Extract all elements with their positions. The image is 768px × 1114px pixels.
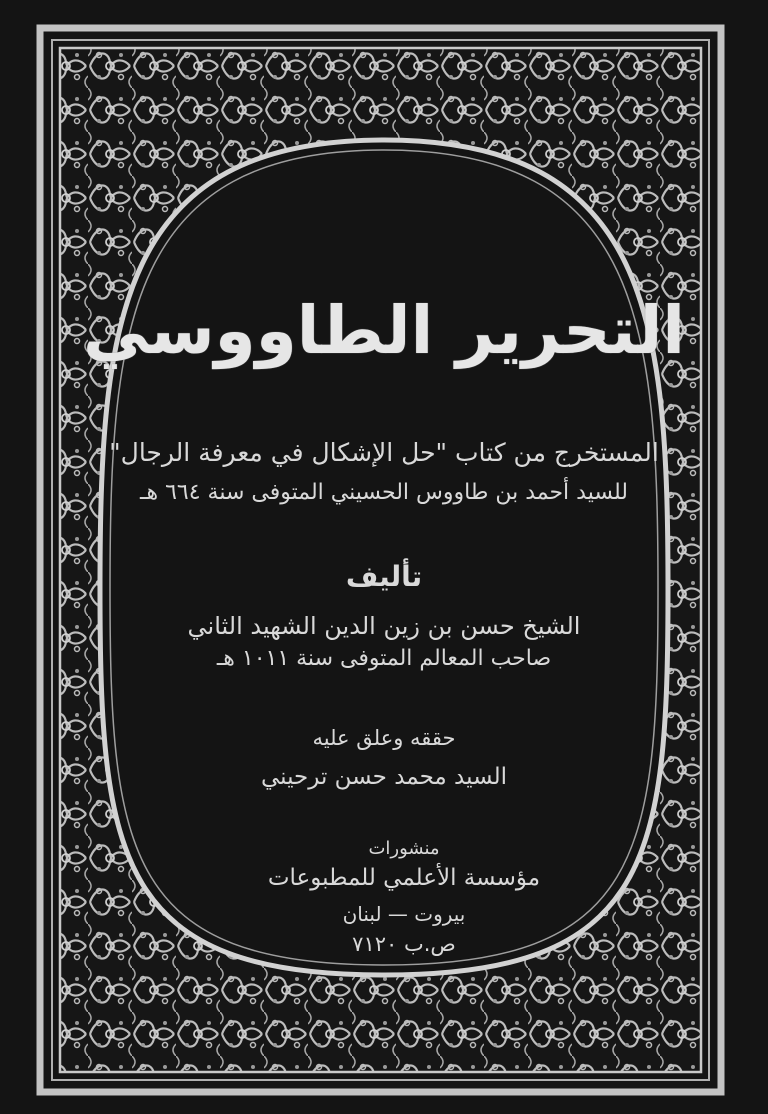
authorship-label: تأليف (345, 560, 423, 593)
author-description: صاحب المعالم المتوفى سنة ١٠١١ هـ (216, 646, 552, 671)
editor-label: حققه وعلق عليه (312, 726, 456, 750)
book-title: التحرير الطاووسي (83, 292, 685, 369)
publisher-po-box: ص.ب ٧١٢٠ (352, 932, 456, 956)
subtitle-line-1: المستخرج من كتاب "حل الإشكال في معرفة الرجال" (109, 438, 659, 467)
publisher-label: منشورات (368, 838, 440, 859)
publisher-city: بيروت — لبنان (342, 902, 466, 926)
publisher-name: مؤسسة الأعلمي للمطبوعات (267, 865, 541, 891)
editor-name: السيد محمد حسن ترحيني (260, 764, 507, 790)
author-name: الشيخ حسن بن زين الدين الشهيد الثاني (187, 612, 581, 640)
subtitle-line-2: للسيد أحمد بن طاووس الحسيني المتوفى سنة ٦٦٤ هـ (140, 480, 628, 505)
